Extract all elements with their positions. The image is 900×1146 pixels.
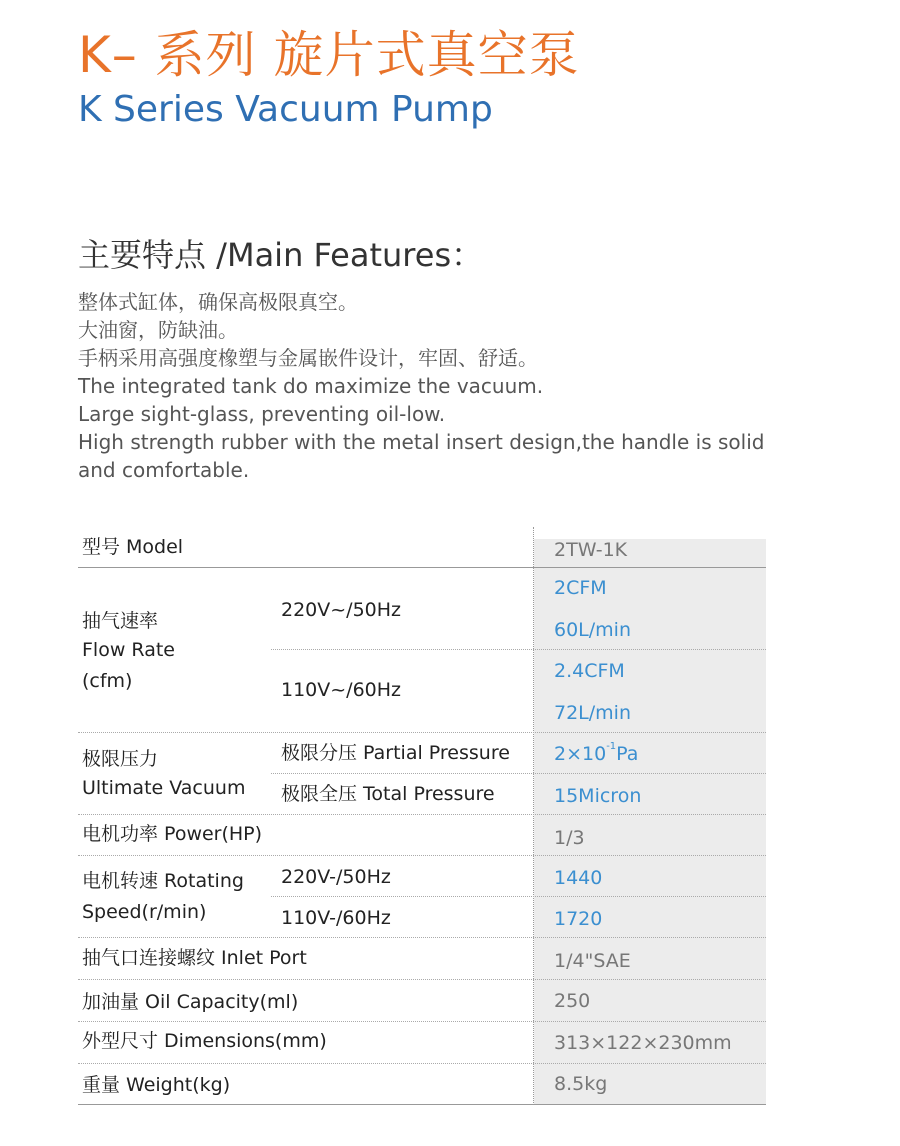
ultimate-vacuum-label-cn: 极限压力 [82, 748, 159, 770]
weight-label: 重量 Weight(kg) [82, 1074, 231, 1096]
rotating-220v-label: 220V-/50Hz [281, 866, 391, 888]
partial-pressure-unit: Pa [616, 743, 639, 765]
features-heading: 主要特点 /Main Features： [78, 236, 484, 274]
oil-capacity-value: 250 [554, 990, 591, 1012]
row-divider-dotted [78, 855, 766, 856]
page-title-english: K Series Vacuum Pump [78, 89, 493, 130]
row-divider-dotted [271, 896, 766, 897]
feature-line: and comfortable. [78, 458, 250, 482]
ultimate-vacuum-label-en: Ultimate Vacuum [82, 777, 246, 799]
power-value: 1/3 [554, 827, 585, 849]
flow-rate-label-cn: 抽气速率 [82, 610, 159, 632]
features-list [78, 288, 868, 484]
row-divider-dotted [78, 732, 766, 733]
dimensions-label: 外型尺寸 Dimensions(mm) [82, 1030, 327, 1052]
dimensions-value: 313×122×230mm [554, 1032, 732, 1054]
inlet-port-label: 抽气口连接螺纹 Inlet Port [82, 947, 307, 969]
partial-pressure-base: 2×10 [554, 743, 607, 765]
flow-220v-lmin: 60L/min [554, 619, 631, 641]
feature-line: 大油窗，防缺油。 [78, 318, 238, 342]
feature-line: 手柄采用高强度橡塑与金属嵌件设计，牢固、舒适。 [78, 346, 538, 370]
oil-capacity-label: 加油量 Oil Capacity(ml) [82, 991, 299, 1013]
rotating-speed-label-1: 电机转速 Rotating [82, 870, 244, 892]
flow-110v-label: 110V~/60Hz [281, 679, 402, 701]
weight-value: 8.5kg [554, 1073, 608, 1095]
row-divider-dotted [78, 1021, 766, 1022]
total-pressure-value: 15Micron [554, 785, 642, 807]
inlet-port-value: 1/4"SAE [554, 950, 631, 972]
model-value: 2TW-1K [554, 539, 628, 561]
flow-220v-cfm: 2CFM [554, 577, 607, 599]
row-divider-dotted [271, 649, 766, 650]
table-bottom-border [78, 1104, 766, 1105]
row-divider-dotted [271, 773, 766, 774]
feature-line: High strength rubber with the metal insert design,the handle is solid [78, 430, 765, 454]
spec-table [78, 527, 766, 1107]
power-label: 电机功率 Power(HP) [82, 823, 263, 845]
row-divider-dotted [78, 1063, 766, 1064]
row-divider-dotted [78, 979, 766, 980]
partial-pressure-label: 极限分压 Partial Pressure [281, 742, 510, 764]
rotating-110v-label: 110V-/60Hz [281, 907, 391, 929]
partial-pressure-value [554, 743, 638, 766]
rotating-speed-label-2: Speed(r/min) [82, 901, 207, 923]
column-divider [533, 527, 535, 1105]
row-divider [78, 567, 766, 568]
rotating-110v-value: 1720 [554, 908, 603, 930]
row-divider-dotted [78, 937, 766, 938]
total-pressure-label: 极限全压 Total Pressure [281, 783, 495, 805]
page-title-chinese: K– 系列 旋片式真空泵 [78, 26, 580, 84]
model-label: 型号 Model [82, 536, 184, 558]
flow-rate-label-unit: (cfm) [82, 670, 133, 692]
flow-110v-lmin: 72L/min [554, 702, 631, 724]
flow-220v-label: 220V~/50Hz [281, 599, 402, 621]
feature-line: 整体式缸体，确保高极限真空。 [78, 290, 358, 314]
flow-rate-label-en: Flow Rate [82, 639, 175, 661]
partial-pressure-exponent: -1 [606, 741, 617, 752]
feature-line: The integrated tank do maximize the vacuum. [78, 374, 544, 398]
feature-line: Large sight-glass, preventing oil-low. [78, 402, 446, 426]
row-divider-dotted [78, 814, 766, 815]
flow-110v-cfm: 2.4CFM [554, 660, 625, 682]
rotating-220v-value: 1440 [554, 867, 603, 889]
